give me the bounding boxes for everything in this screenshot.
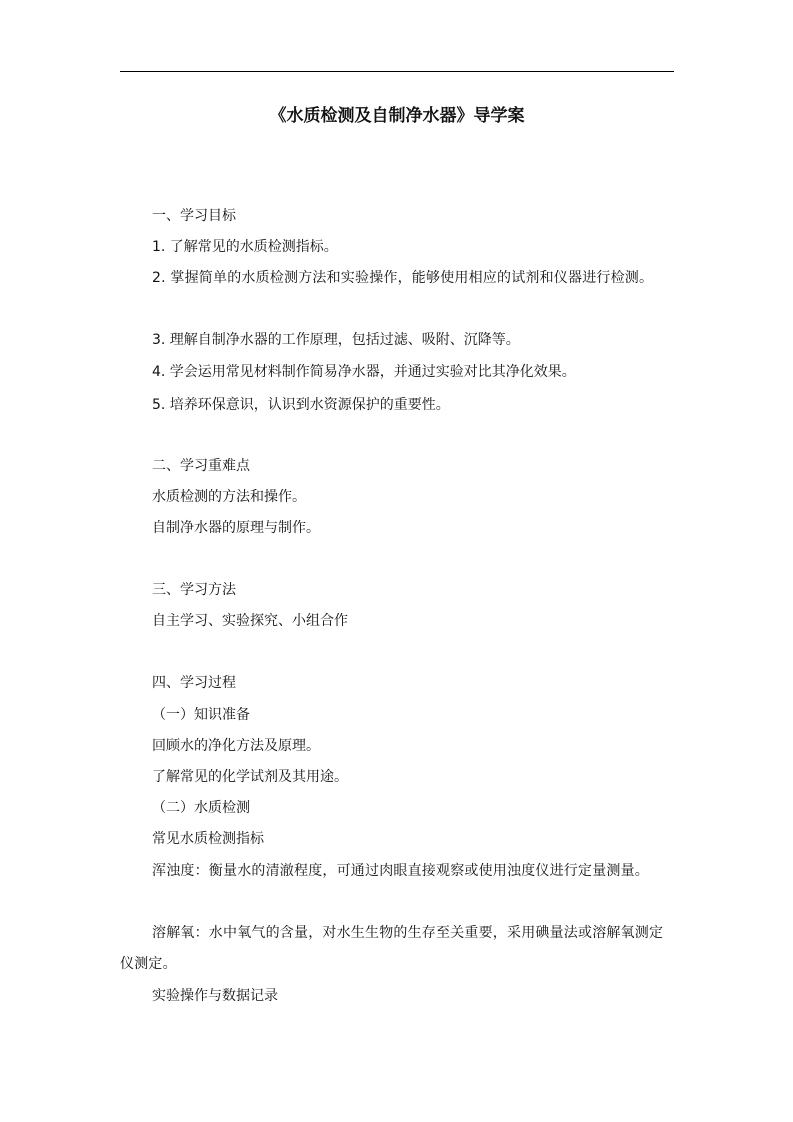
knowledge-item-2: 了解常见的化学试剂及其用途。 [152,769,348,785]
subheading-water-testing: （二）水质检测 [152,800,250,816]
document-title: 《水质检测及自制净水器》导学案 [269,106,525,126]
section-heading-key-points: 二、学习重难点 [152,458,250,474]
subheading-knowledge: （一）知识准备 [152,707,250,723]
header-rule [120,71,674,72]
key-point-1: 水质检测的方法和操作。 [152,489,306,505]
knowledge-item-1: 回顾水的净化方法及原理。 [152,738,320,754]
section-heading-goals: 一、学习目标 [152,208,236,224]
goal-item-4: 4. 学会运用常见材料制作简易净水器，并通过实验对比其净化效果。 [152,364,576,380]
key-point-2: 自制净水器的原理与制作。 [152,520,320,536]
indicators-title: 常见水质检测指标 [152,831,264,847]
goal-item-3: 3. 理解自制净水器的工作原理，包括过滤、吸附、沉降等。 [152,332,520,348]
methods-text: 自主学习、实验探究、小组合作 [152,613,348,629]
section-heading-process: 四、学习过程 [152,675,236,691]
dissolved-oxygen-text: 溶解氧：水中氧气的含量，对水生生物的生存至关重要，采用碘量法或溶解氧测定仪测定。 [120,925,664,972]
goal-item-2: 2. 掌握简单的水质检测方法和实验操作，能够使用相应的试剂和仪器进行检测。 [152,270,654,286]
turbidity-text: 浑浊度：衡量水的清澈程度，可通过肉眼直接观察或使用浊度仪进行定量测量。 [152,863,649,879]
goal-item-1: 1. 了解常见的水质检测指标。 [152,239,338,255]
goal-item-5: 5. 培养环保意识，认识到水资源保护的重要性。 [152,397,450,413]
section-heading-methods: 三、学习方法 [152,582,236,598]
experiment-record-title: 实验操作与数据记录 [152,988,278,1004]
